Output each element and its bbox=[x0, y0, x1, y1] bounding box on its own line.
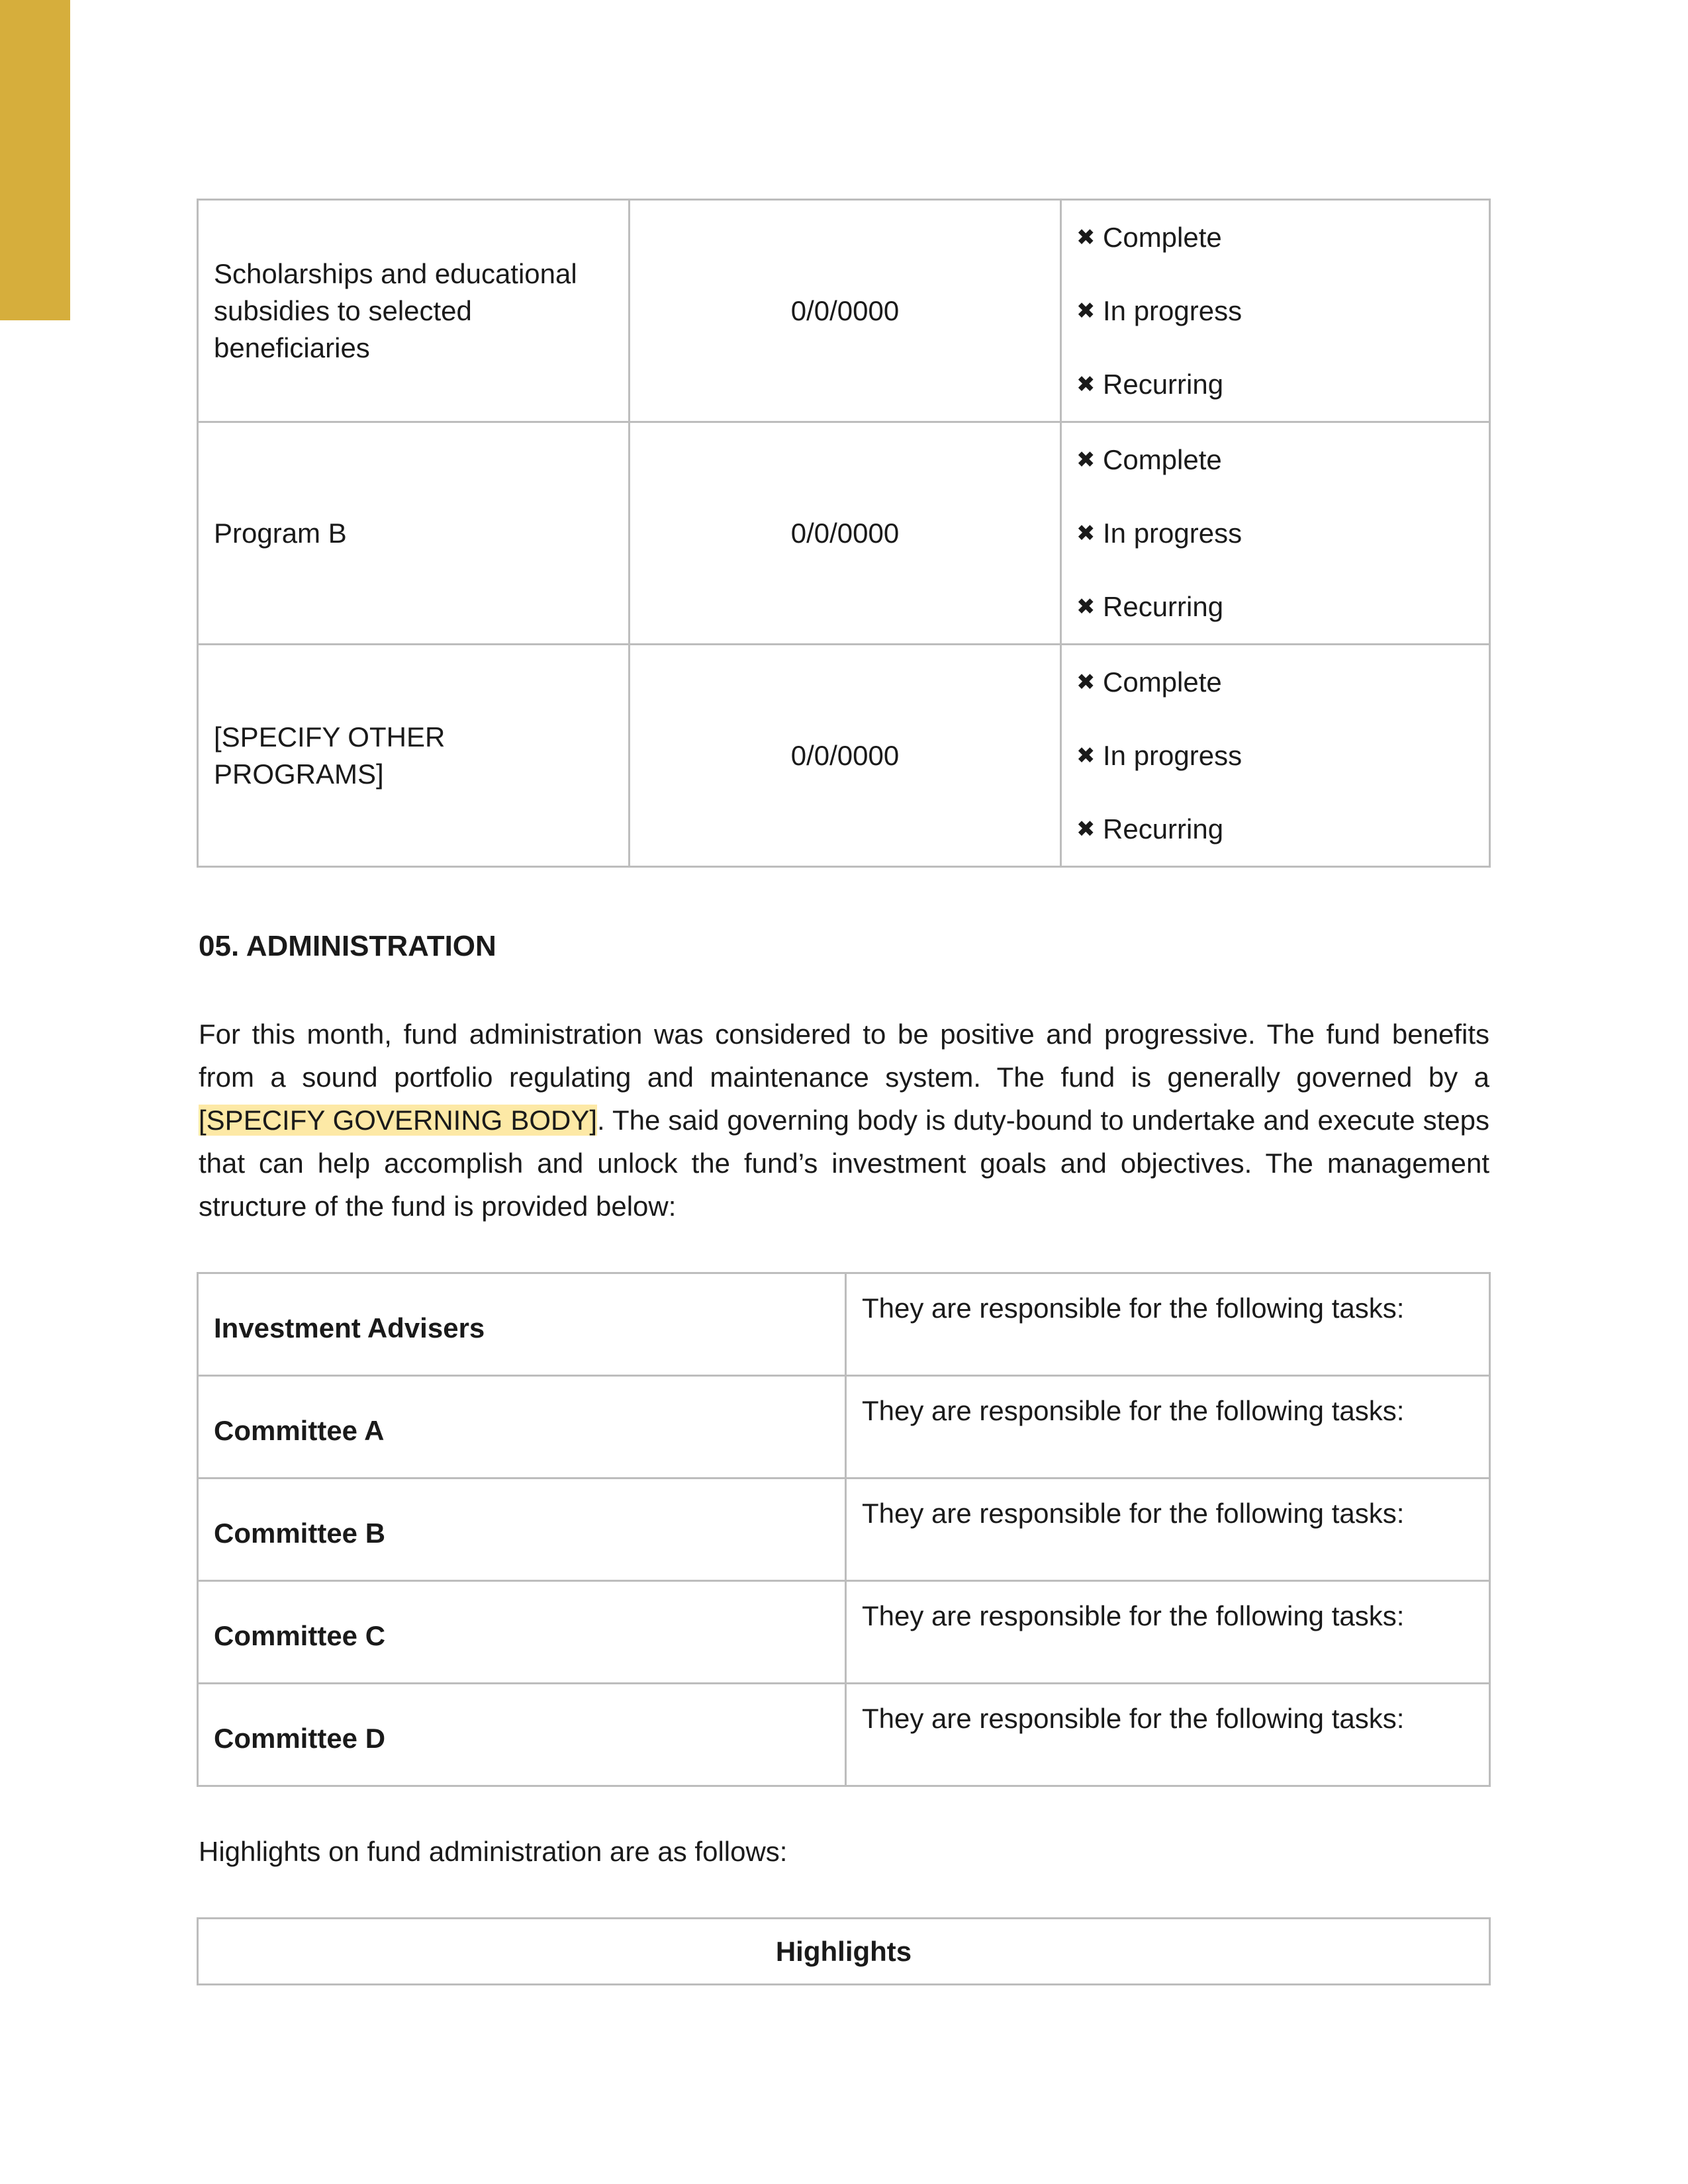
status-label: Complete bbox=[1103, 221, 1222, 253]
accent-bar bbox=[0, 0, 70, 320]
x-mark-icon: ✖ bbox=[1076, 447, 1096, 473]
role-description: They are responsible for the following tasks: bbox=[846, 1684, 1490, 1786]
status-label: In progress bbox=[1103, 295, 1243, 326]
intro-text-after: . The said governing body is duty-bound to undertake and execute steps that can help accomplish and unlock the fund’s investment goals and objectives. The management structure of the fund is provided below: bbox=[199, 1105, 1489, 1222]
table-row bbox=[198, 1273, 1490, 1376]
administration-table bbox=[197, 1272, 1491, 1787]
x-mark-icon: ✖ bbox=[1076, 371, 1096, 397]
x-mark-icon: ✖ bbox=[1076, 520, 1096, 546]
table-row bbox=[198, 200, 1490, 422]
status-option[interactable] bbox=[1076, 201, 1474, 274]
x-mark-icon: ✖ bbox=[1076, 224, 1096, 250]
program-date: 0/0/0000 bbox=[630, 422, 1061, 645]
program-status-cell bbox=[1061, 200, 1490, 422]
x-mark-icon: ✖ bbox=[1076, 669, 1096, 695]
role-name: Committee D bbox=[198, 1684, 846, 1786]
status-option[interactable] bbox=[1076, 423, 1474, 496]
table-row bbox=[198, 645, 1490, 867]
program-name: Program B bbox=[198, 422, 630, 645]
status-label: Recurring bbox=[1103, 368, 1224, 400]
table-row bbox=[198, 1376, 1490, 1479]
status-label: Recurring bbox=[1103, 813, 1224, 844]
role-name: Committee B bbox=[198, 1479, 846, 1581]
status-label: In progress bbox=[1103, 739, 1243, 771]
role-name: Investment Advisers bbox=[198, 1273, 846, 1376]
program-name: Scholarships and educational subsidies to selected beneficiaries bbox=[198, 200, 630, 422]
role-name: Committee A bbox=[198, 1376, 846, 1479]
role-description: They are responsible for the following tasks: bbox=[846, 1479, 1490, 1581]
program-status-cell bbox=[1061, 645, 1490, 867]
program-date: 0/0/0000 bbox=[630, 200, 1061, 422]
x-mark-icon: ✖ bbox=[1076, 816, 1096, 842]
program-name: [SPECIFY OTHER PROGRAMS] bbox=[198, 645, 630, 867]
highlights-intro: Highlights on fund administration are as follows: bbox=[199, 1836, 788, 1867]
highlights-header: Highlights bbox=[198, 1919, 1490, 1985]
table-row bbox=[198, 1919, 1490, 1985]
highlights-table bbox=[197, 1917, 1491, 1985]
role-description: They are responsible for the following tasks: bbox=[846, 1376, 1490, 1479]
x-mark-icon: ✖ bbox=[1076, 743, 1096, 768]
table-row bbox=[198, 1684, 1490, 1786]
status-label: Complete bbox=[1103, 666, 1222, 698]
programs-table bbox=[197, 199, 1491, 868]
status-option[interactable] bbox=[1076, 347, 1474, 421]
role-description: They are responsible for the following tasks: bbox=[846, 1581, 1490, 1684]
intro-text-before: For this month, fund administration was considered to be positive and progressive. The fund benefits from a sound portfolio regulating and maintenance system. The fund is generally governed by a bbox=[199, 1019, 1489, 1093]
status-option[interactable] bbox=[1076, 496, 1474, 570]
status-label: In progress bbox=[1103, 517, 1243, 549]
x-mark-icon: ✖ bbox=[1076, 298, 1096, 324]
status-label: Recurring bbox=[1103, 590, 1224, 622]
role-description: They are responsible for the following tasks: bbox=[846, 1273, 1490, 1376]
status-option[interactable] bbox=[1076, 570, 1474, 643]
program-date: 0/0/0000 bbox=[630, 645, 1061, 867]
status-option[interactable] bbox=[1076, 645, 1474, 719]
program-status-cell bbox=[1061, 422, 1490, 645]
status-option[interactable] bbox=[1076, 719, 1474, 792]
status-label: Complete bbox=[1103, 443, 1222, 475]
administration-intro bbox=[199, 1013, 1489, 1228]
table-row bbox=[198, 422, 1490, 645]
role-name: Committee C bbox=[198, 1581, 846, 1684]
table-row bbox=[198, 1581, 1490, 1684]
x-mark-icon: ✖ bbox=[1076, 594, 1096, 619]
section-heading: 05. ADMINISTRATION bbox=[199, 930, 496, 962]
status-option[interactable] bbox=[1076, 274, 1474, 347]
status-option[interactable] bbox=[1076, 792, 1474, 866]
table-row bbox=[198, 1479, 1490, 1581]
governing-body-placeholder[interactable]: [SPECIFY GOVERNING BODY] bbox=[199, 1105, 598, 1136]
